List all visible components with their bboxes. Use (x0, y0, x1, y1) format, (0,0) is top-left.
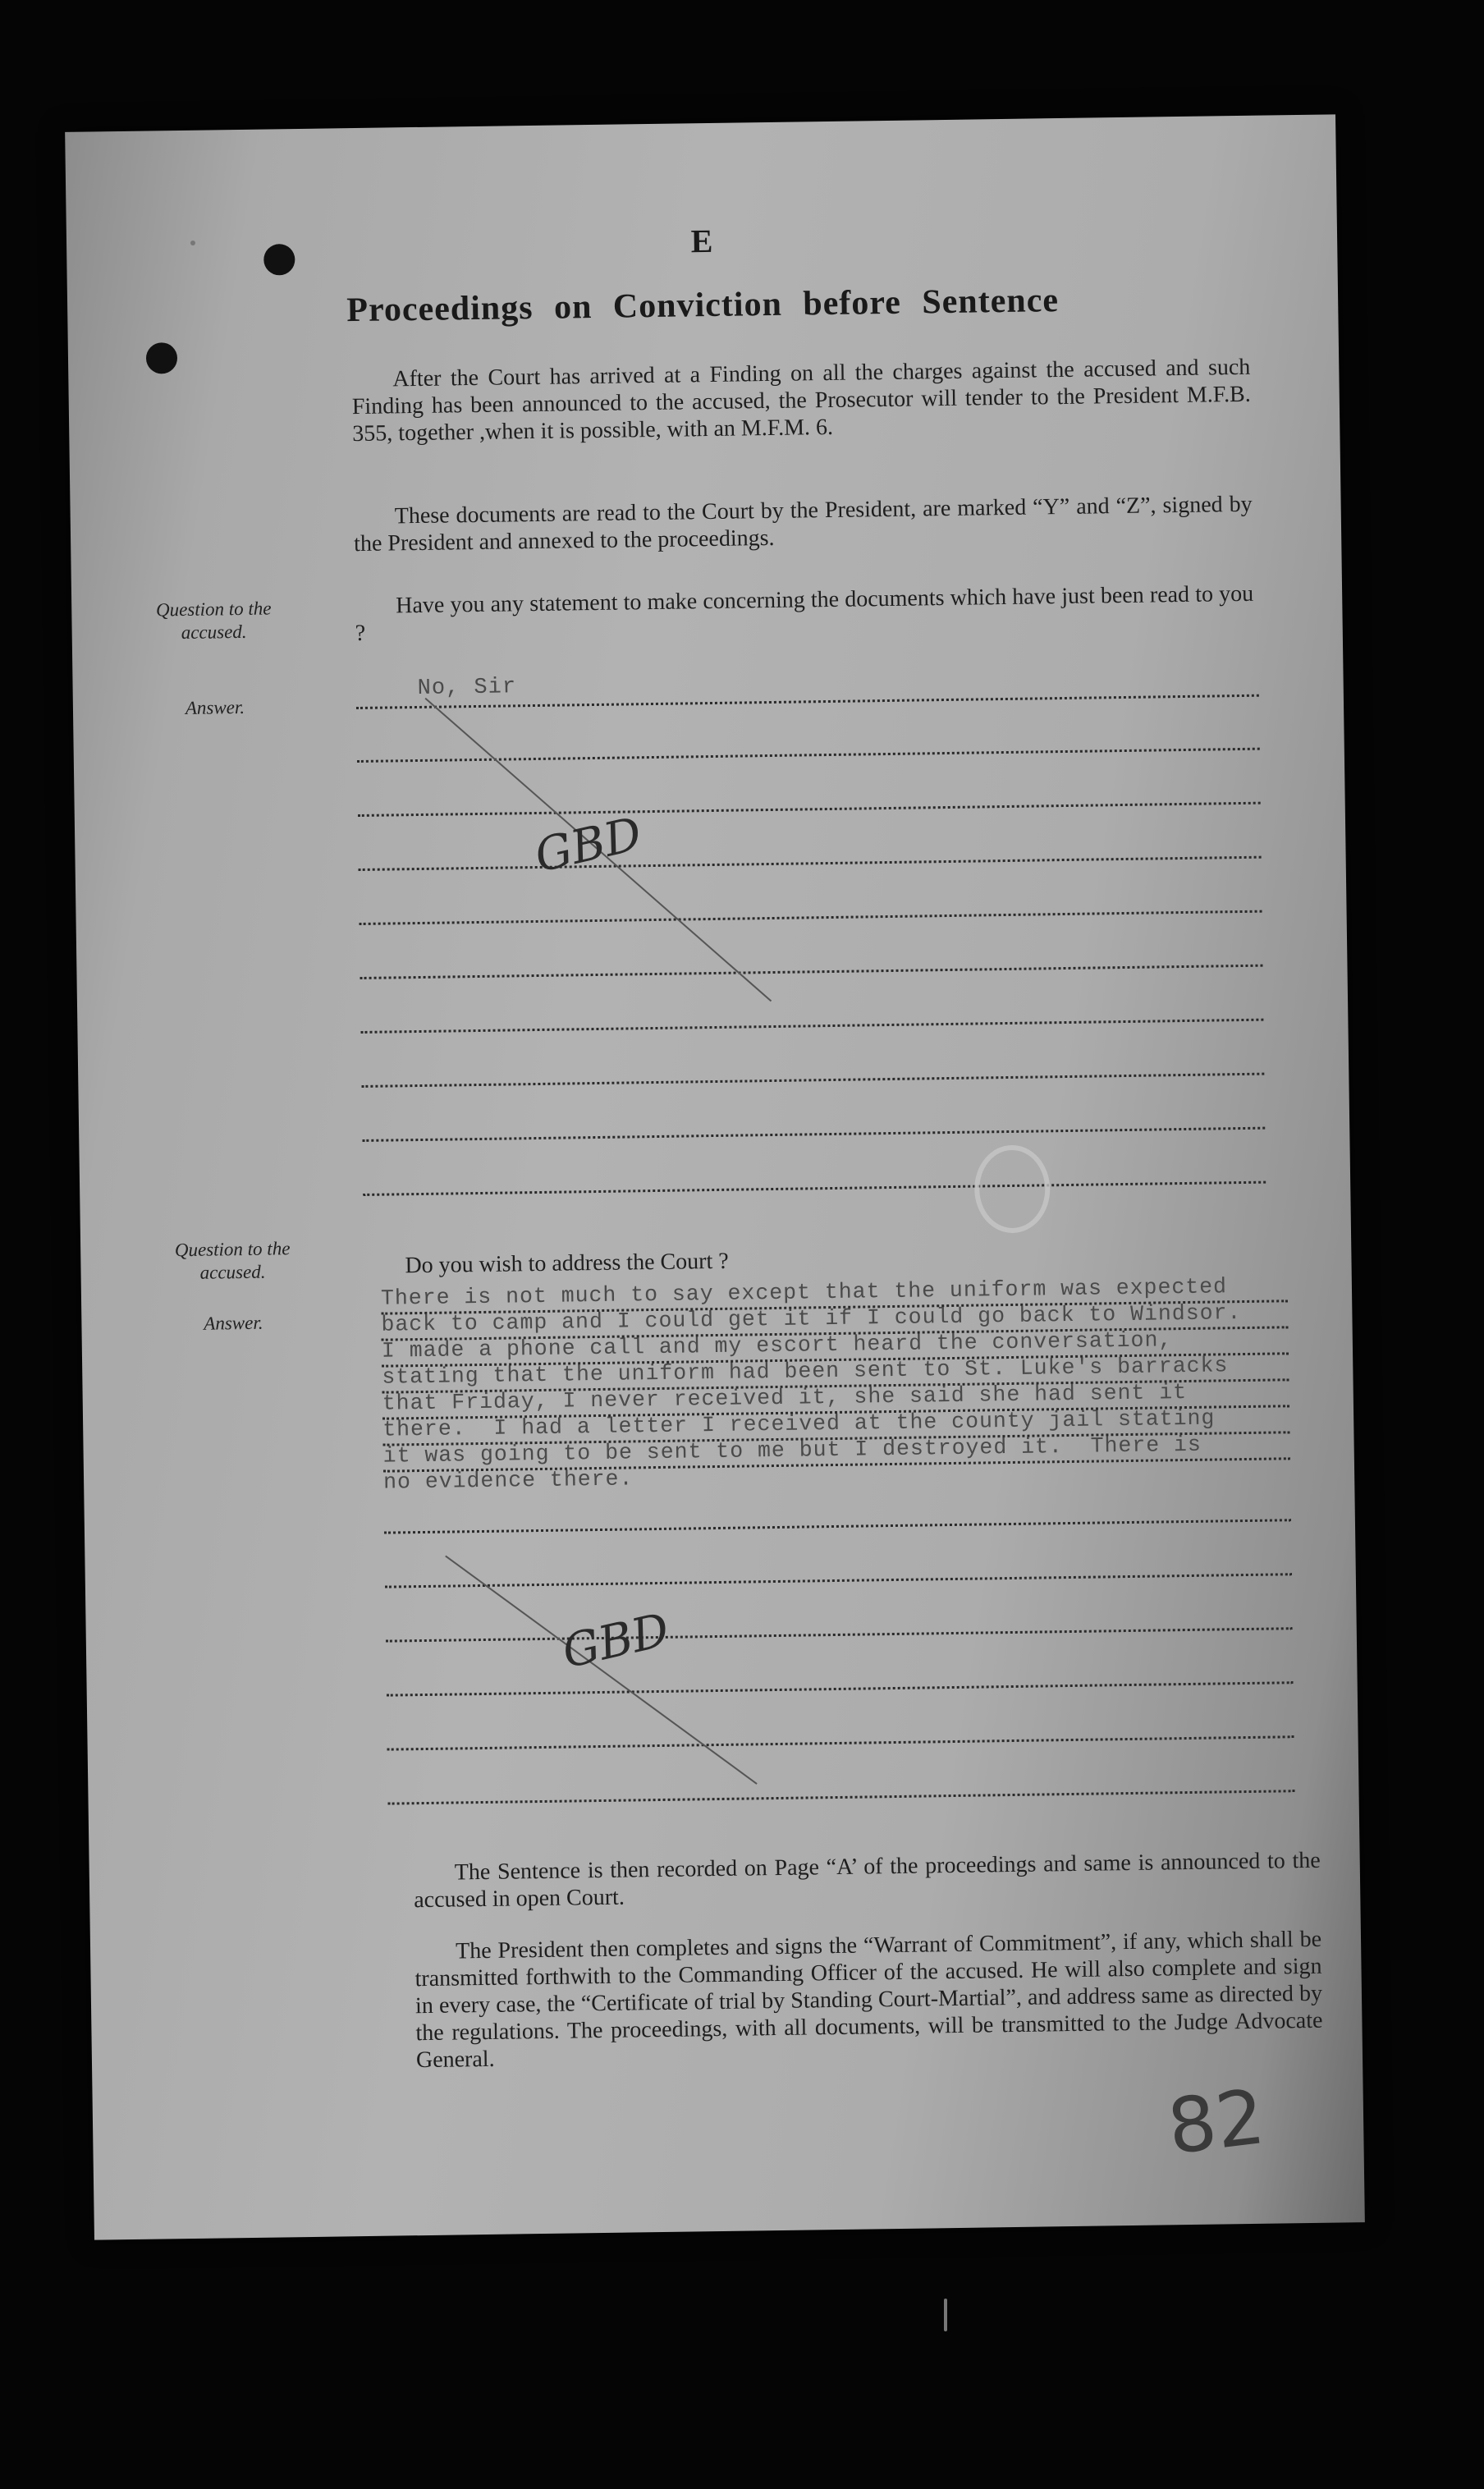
answer-2-text: There is not much to say except that the uniform was expected back to camp and I could get it if I could go back to Windsor. I made a phone call and my escort heard the conversation, stating that the uniform had been sent to St. Luke's barracks that Friday, I never received it, she said she had sent it there. I had a letter I received at the county jail stating it was going to be sent to me but I destroyed it. There is no evidence there. (380, 1274, 1242, 1495)
question-label: Question to the accused. (155, 598, 272, 644)
initials-signature: GBD (529, 807, 647, 883)
sentence-paragraph: The Sentence is then recorded on Page “A’ of the proceedings and same is announced to the accused in open Court. (414, 1847, 1321, 1914)
speck (944, 2299, 947, 2331)
intro-paragraph: After the Court has arrived at a Finding on all the charges against the accused and such Finding has been announced to the accused, the Prosecutor will tender to the President M.F.B. 355, together ,when it is possible, with an M.F.M. 6. (351, 354, 1251, 447)
answer-1-lines (65, 114, 1335, 132)
punch-hole (146, 342, 178, 374)
answer-2-lines (65, 114, 1335, 132)
form-letter: E (690, 222, 713, 260)
read-paragraph: These documents are read to the Court by the President, are marked “Y” and “Z”, signed by the President and annexed to the proceedings. (353, 491, 1253, 557)
document-page (65, 114, 1365, 2239)
answer-label: Answer. (204, 1312, 263, 1334)
page-title: Proceedings on Conviction before Sentence (346, 282, 1060, 330)
stain-mark (973, 1144, 1050, 1233)
handwritten-page-number: 82 (1163, 2073, 1270, 2172)
answer-1-text: No, Sir (417, 675, 517, 701)
question-2: Do you wish to address the Court ? (405, 1248, 729, 1279)
question-label: Question to the accused. (174, 1238, 291, 1283)
final-paragraph: The President then completes and signs the “Warrant of Commitment”, if any, which shall be transmitted forthwith to the Commanding Officer of the accused. He will also complete and sign in every case, the “Certificate of trial by Standing Court-Martial”, and address same as directed by the regulations. The proceedings, with all documents, will be transmitted to the Judge Advocate General. (415, 1926, 1323, 2074)
answer-label: Answer. (185, 696, 245, 718)
speck (190, 241, 195, 245)
question-1: Have you any statement to make concerning the documents which have just been read to you ? (355, 580, 1254, 647)
initials-signature: GBD (557, 1603, 675, 1680)
